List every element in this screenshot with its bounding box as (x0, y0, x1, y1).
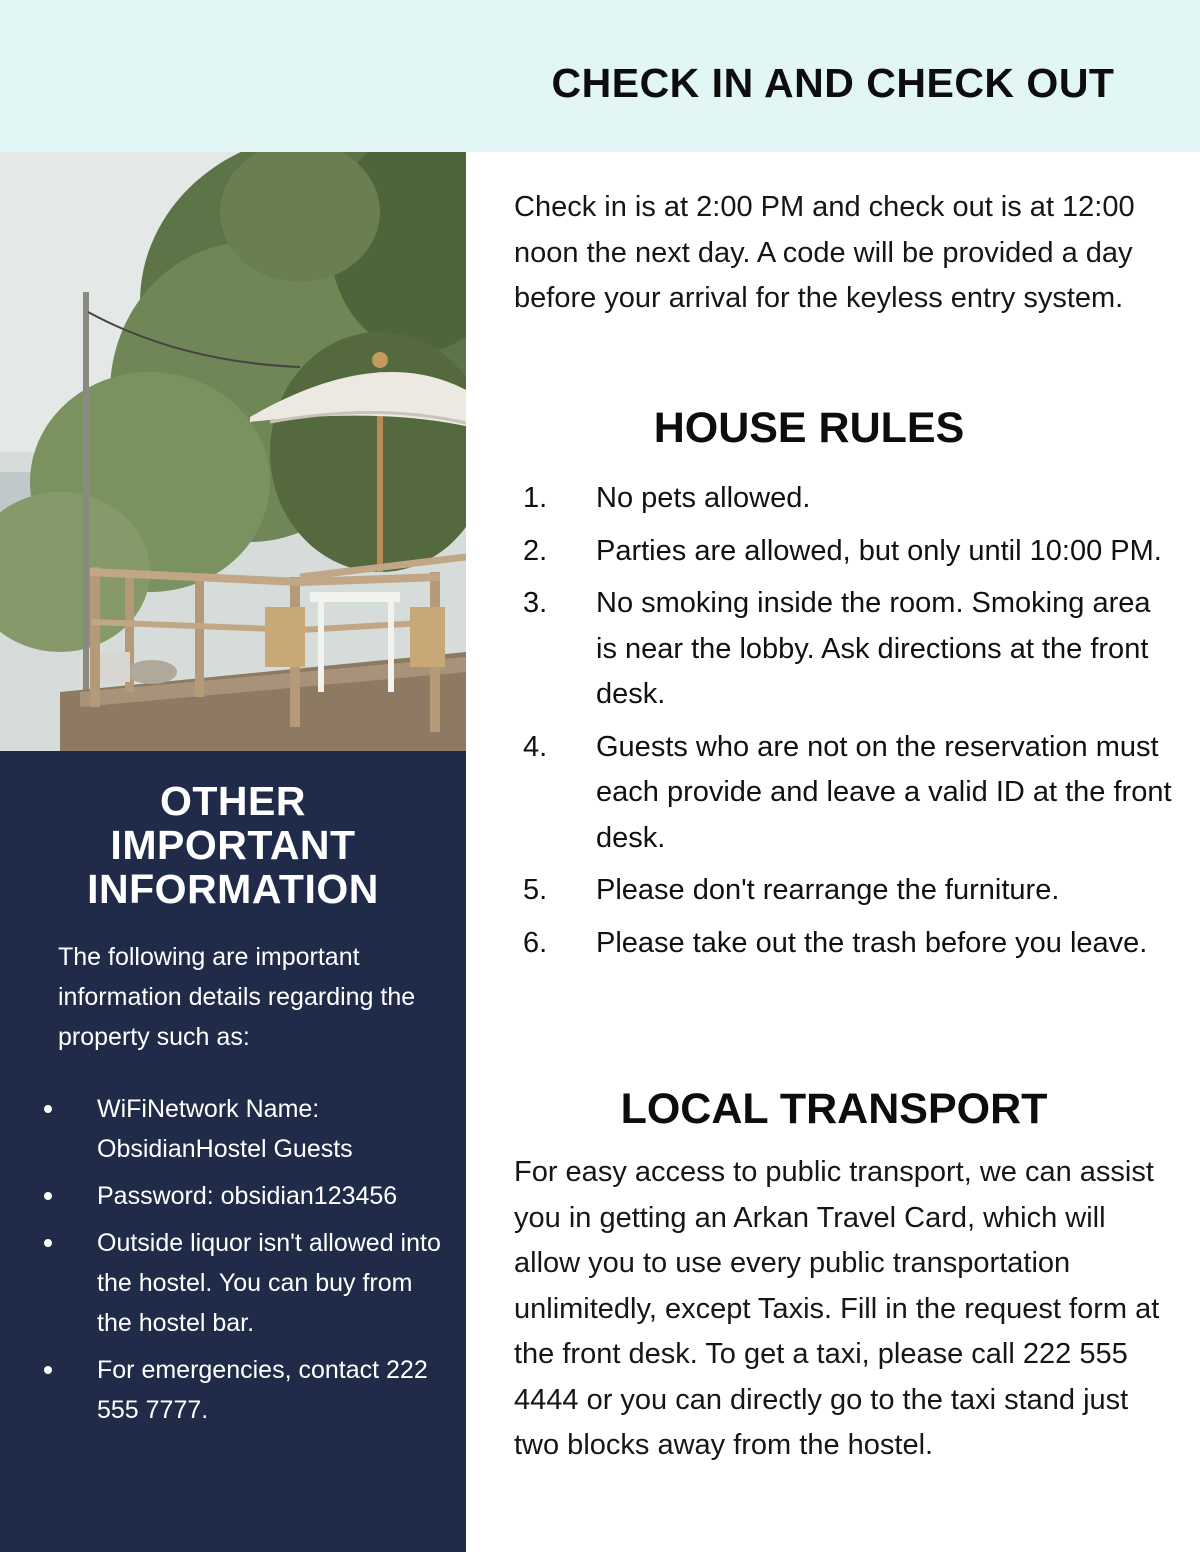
title-line: OTHER (160, 778, 306, 824)
rule-text: Please take out the trash before you leave. (596, 926, 1148, 959)
bullet-icon (44, 1192, 52, 1200)
rule-item (514, 725, 1174, 862)
rule-number: 5. (523, 874, 548, 906)
other-information-intro: The following are important information details regarding the property such as: (58, 943, 416, 1051)
list-item (0, 1350, 447, 1430)
rule-item (514, 921, 1174, 967)
list-item-text: Password: obsidian123456 (97, 1182, 398, 1210)
rule-text: Parties are allowed, but only until 10:00 PM. (596, 534, 1162, 567)
house-rules-title: HOUSE RULES (653, 404, 965, 452)
other-information-title (0, 779, 466, 911)
rule-item (514, 868, 1174, 914)
rule-item (514, 529, 1174, 575)
bullet-icon (44, 1239, 52, 1247)
list-item-text: Outside liquor isn't allowed into the hostel. You can buy from the hostel bar. (97, 1229, 441, 1337)
rule-item (514, 581, 1174, 718)
header-band (0, 0, 1200, 152)
list-item-text: For emergencies, contact 222 555 7777. (97, 1356, 428, 1424)
rule-text: No smoking inside the room. Smoking area is near the lobby. Ask directions at the front desk. (596, 587, 1151, 710)
house-rules-list (514, 476, 1174, 973)
rule-text: Please don't rearrange the furniture. (596, 874, 1060, 906)
list-item (0, 1223, 447, 1343)
list-item (0, 1176, 447, 1216)
bullet-icon (44, 1366, 52, 1374)
list-item (0, 1089, 447, 1169)
other-information-list (0, 1089, 466, 1430)
rule-text: No pets allowed. (596, 482, 811, 514)
local-transport-title: LOCAL TRANSPORT (620, 1085, 1048, 1133)
title-line: IMPORTANT (110, 822, 356, 868)
terrace-umbrella-photo (0, 152, 466, 751)
other-information-panel (0, 751, 466, 1552)
title-line: INFORMATION (87, 866, 379, 912)
rule-text: Guests who are not on the reservation must each provide and leave a valid ID at the front desk. (596, 730, 1172, 854)
rule-item (514, 476, 1174, 522)
rule-number: 4. (523, 730, 548, 763)
rule-number: 3. (523, 587, 548, 619)
rule-number: 2. (523, 534, 548, 567)
checkin-paragraph: Check in is at 2:00 PM and check out is at 12:00 noon the next day. A code will be provided a day before your arrival for the keyless entry system. (514, 191, 1135, 314)
rule-number: 1. (523, 482, 548, 514)
local-transport-paragraph: For easy access to public transport, we can assist you in getting an Arkan Travel Card, which will allow you to use every public transportation unlimitedly, except Taxis. Fill in the request form at the front desk. To get a taxi, please call 222 555 4444 or you can directly go to the taxi stand just two blocks away from the hostel. (514, 1156, 1160, 1461)
rule-number: 6. (523, 926, 548, 959)
bullet-icon (44, 1105, 52, 1113)
list-item-text: WiFiNetwork Name: ObsidianHostel Guests (97, 1095, 353, 1163)
page-title: CHECK IN AND CHECK OUT (551, 60, 1115, 106)
